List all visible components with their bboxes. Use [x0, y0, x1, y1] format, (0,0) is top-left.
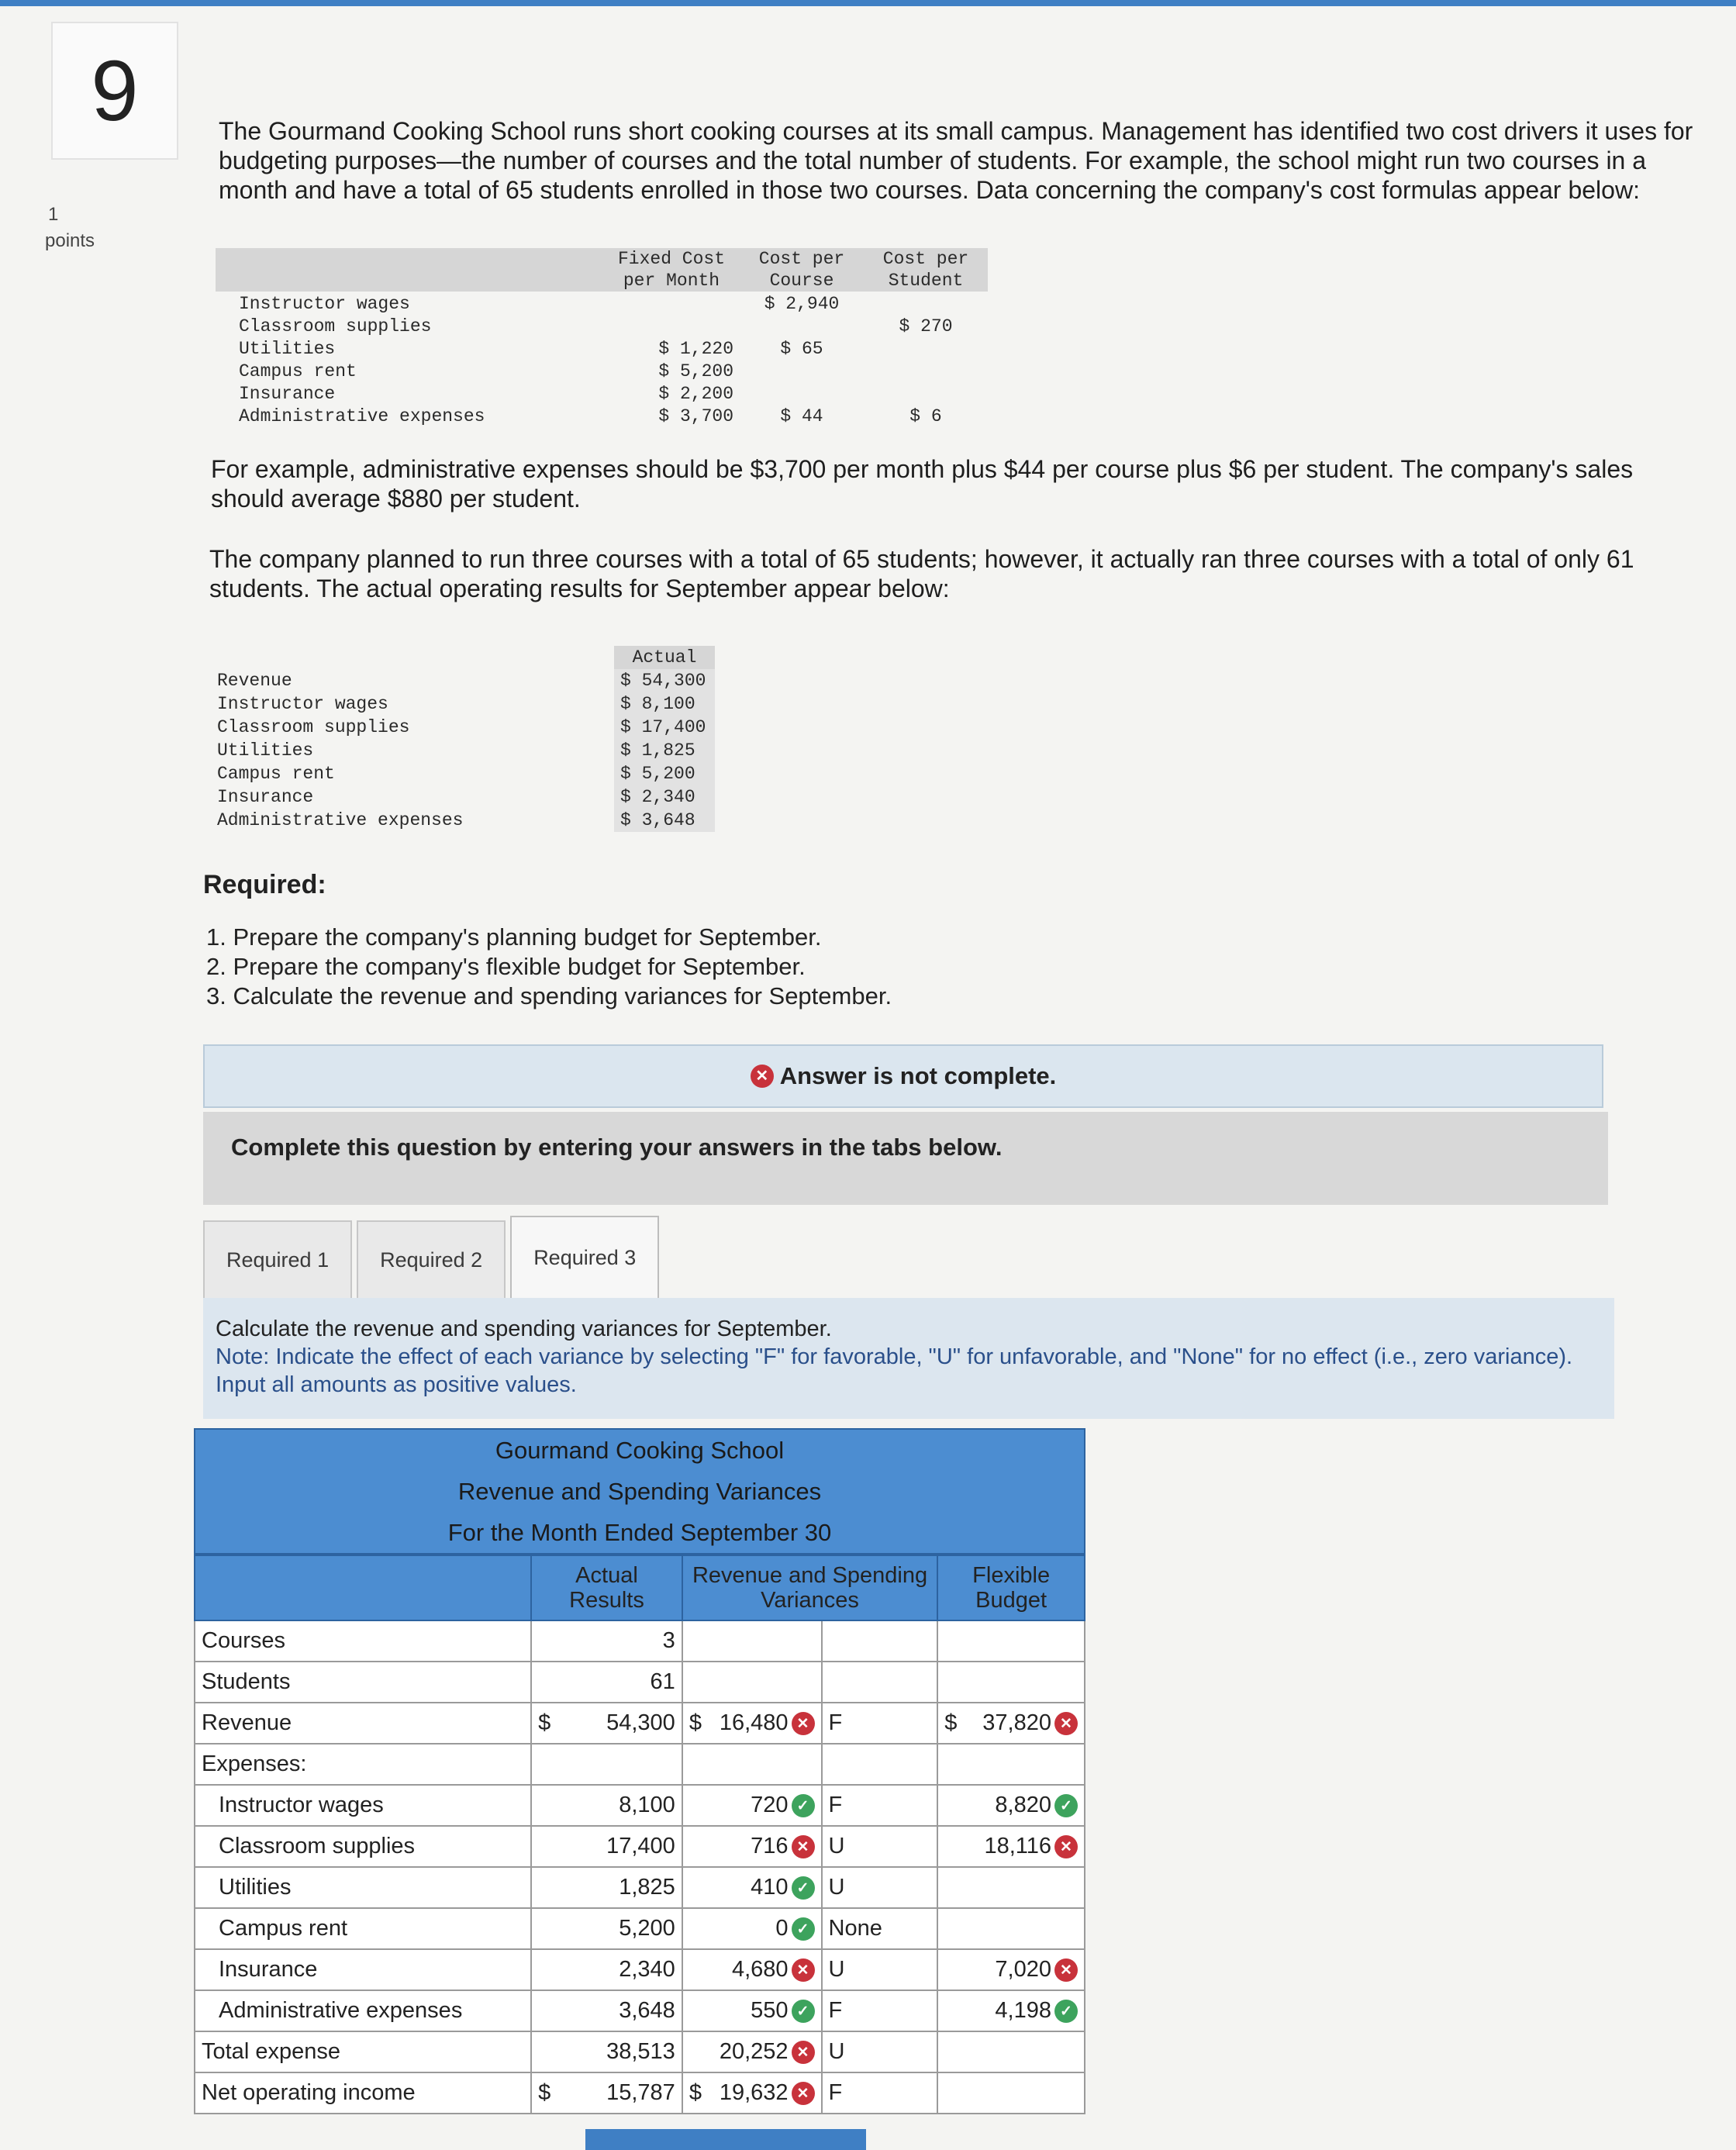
- actual-input[interactable]: 2,340: [531, 1949, 682, 1990]
- incorrect-icon: ✕: [792, 1712, 815, 1735]
- flexible-input[interactable]: [937, 2072, 1085, 2114]
- cost-row: Insurance $ 2,200: [239, 384, 733, 404]
- correct-icon: ✓: [792, 1794, 815, 1817]
- table-row: Revenue $ 54,300 $ 16,480 ✕ F $ 37,820 ✕: [195, 1703, 1085, 1744]
- cost-row: Administrative expenses $ 3,700 $ 44 $ 6: [239, 406, 942, 426]
- table-row: Total expense 38,513 20,252 ✕ U: [195, 2031, 1085, 2072]
- actual-input[interactable]: 61: [531, 1662, 682, 1703]
- report-subtitle: Revenue and Spending Variances: [457, 1478, 822, 1505]
- variance-input[interactable]: [682, 1662, 822, 1703]
- table-row: Net operating income $ 15,787 $ 19,632 ✕ F: [195, 2072, 1085, 2114]
- flexible-input[interactable]: [937, 1867, 1085, 1908]
- correct-icon: ✓: [1054, 1794, 1078, 1817]
- error-icon: ✕: [751, 1065, 774, 1088]
- variance-report: [194, 1428, 1085, 2114]
- actual-input[interactable]: 3: [531, 1620, 682, 1662]
- flexible-input[interactable]: [937, 2031, 1085, 2072]
- incorrect-icon: ✕: [1054, 1958, 1078, 1982]
- effect-select[interactable]: U: [822, 2031, 938, 2072]
- col-header-variance: Revenue and Spending Variances: [682, 1555, 937, 1620]
- cost-row: Instructor wages $ 2,940: [239, 294, 840, 314]
- tab-required-1[interactable]: Required 1: [203, 1220, 352, 1298]
- instruction-note: Note: Indicate the effect of each variance by selecting "F" for favorable, "U" for unfavorable, and "None" for no effect (i.e., zero variance). Input all amounts as positive values.: [216, 1344, 1573, 1397]
- variance-input[interactable]: 0 ✓: [682, 1908, 822, 1949]
- correct-icon: ✓: [792, 1876, 815, 1900]
- actual-row: Insurance $ 2,340: [211, 785, 715, 809]
- required-item: 3. Calculate the revenue and spending variances for September.: [206, 982, 892, 1009]
- actual-row: Instructor wages $ 8,100: [211, 692, 715, 716]
- table-row: Students 61: [195, 1662, 1085, 1703]
- actual-row: Campus rent $ 5,200: [211, 762, 715, 785]
- tab-bar: [203, 1214, 664, 1298]
- incorrect-icon: ✕: [1054, 1835, 1078, 1858]
- flexible-input[interactable]: 4,198 ✓: [937, 1990, 1085, 2031]
- effect-select[interactable]: [822, 1620, 938, 1662]
- incorrect-icon: ✕: [1054, 1712, 1078, 1735]
- example-paragraph: For example, administrative expenses should be $3,700 per month plus $44 per course plus $6 per student. The company's sales should average $880 per student.: [211, 455, 1634, 512]
- instruction-line: Calculate the revenue and spending variances for September.: [216, 1317, 832, 1341]
- report-period: For the Month Ended September 30: [447, 1519, 832, 1546]
- effect-select[interactable]: F: [822, 1990, 938, 2031]
- points-label: points: [45, 230, 95, 251]
- incorrect-icon: ✕: [792, 1835, 815, 1858]
- actual-input[interactable]: 1,825: [531, 1867, 682, 1908]
- incorrect-icon: ✕: [792, 2041, 815, 2064]
- plan-paragraph: The company planned to run three courses with a total of 65 students; however, it actually ran three courses with a total of only 61 students. The actual operating results for September appear below:: [209, 545, 1634, 602]
- cost-row: Classroom supplies $ 270: [239, 316, 953, 336]
- actual-input[interactable]: $ 54,300: [531, 1703, 682, 1744]
- flexible-input[interactable]: $ 37,820 ✕: [937, 1703, 1085, 1744]
- required-list: [206, 923, 892, 1011]
- variance-input[interactable]: [682, 1620, 822, 1662]
- report-header: [194, 1428, 1085, 1555]
- actual-input[interactable]: 5,200: [531, 1908, 682, 1949]
- variance-input[interactable]: $ 16,480 ✕: [682, 1703, 822, 1744]
- effect-select[interactable]: F: [822, 2072, 938, 2114]
- correct-icon: ✓: [1054, 2000, 1078, 2023]
- variance-input[interactable]: 716 ✕: [682, 1826, 822, 1867]
- answer-status-banner: [203, 1044, 1603, 1108]
- variance-table: [194, 1555, 1085, 2114]
- table-row: Campus rent 5,200 0 ✓ None: [195, 1908, 1085, 1949]
- table-row: Utilities 1,825 410 ✓ U: [195, 1867, 1085, 1908]
- flexible-input[interactable]: 7,020 ✕: [937, 1949, 1085, 1990]
- flexible-input[interactable]: [937, 1908, 1085, 1949]
- effect-select[interactable]: None: [822, 1908, 938, 1949]
- table-row: Courses 3: [195, 1620, 1085, 1662]
- actual-input[interactable]: $ 15,787: [531, 2072, 682, 2114]
- table-row: Expenses:: [195, 1744, 1085, 1785]
- cost-header-student: Cost per Student: [864, 248, 988, 292]
- actual-input[interactable]: 3,648: [531, 1990, 682, 2031]
- effect-select[interactable]: U: [822, 1867, 938, 1908]
- tab-required-2[interactable]: Required 2: [357, 1220, 506, 1298]
- table-row: Classroom supplies 17,400 716 ✕ U 18,116 ✕: [195, 1826, 1085, 1867]
- effect-select[interactable]: F: [822, 1703, 938, 1744]
- tab-instructions: [203, 1298, 1614, 1419]
- cost-row: Campus rent $ 5,200: [239, 361, 733, 381]
- variance-input[interactable]: 410 ✓: [682, 1867, 822, 1908]
- effect-select[interactable]: F: [822, 1785, 938, 1826]
- points-value: 1: [48, 204, 59, 225]
- flexible-input[interactable]: 8,820 ✓: [937, 1785, 1085, 1826]
- incorrect-icon: ✕: [792, 2082, 815, 2105]
- correct-icon: ✓: [792, 1917, 815, 1941]
- points-info: [45, 202, 95, 254]
- effect-select[interactable]: [822, 1662, 938, 1703]
- actual-row: Revenue $ 54,300: [211, 669, 715, 692]
- col-header-actual: Actual Results: [531, 1555, 682, 1620]
- effect-select[interactable]: U: [822, 1949, 938, 1990]
- actual-results-table: [211, 646, 715, 832]
- flexible-input[interactable]: [937, 1620, 1085, 1662]
- actual-header: Actual: [614, 646, 715, 669]
- variance-input[interactable]: 550 ✓: [682, 1990, 822, 2031]
- top-accent-bar: [0, 0, 1736, 6]
- variance-input[interactable]: 20,252 ✕: [682, 2031, 822, 2072]
- required-item: 2. Prepare the company's flexible budget for September.: [206, 953, 806, 980]
- required-title: Required:: [203, 870, 326, 899]
- complete-instructions: Complete this question by entering your answers in the tabs below.: [203, 1112, 1608, 1205]
- effect-select[interactable]: U: [822, 1826, 938, 1867]
- actual-input[interactable]: 8,100: [531, 1785, 682, 1826]
- correct-icon: ✓: [792, 2000, 815, 2023]
- variance-input[interactable]: $ 19,632 ✕: [682, 2072, 822, 2114]
- report-title: Gourmand Cooking School: [495, 1437, 785, 1464]
- table-row: Administrative expenses 3,648 550 ✓ F 4,198 ✓: [195, 1990, 1085, 2031]
- table-row: Insurance 2,340 4,680 ✕ U 7,020 ✕: [195, 1949, 1085, 1990]
- flexible-input[interactable]: 18,116 ✕: [937, 1826, 1085, 1867]
- actual-row: Classroom supplies $ 17,400: [211, 716, 715, 739]
- variance-input[interactable]: 4,680 ✕: [682, 1949, 822, 1990]
- actual-row: Administrative expenses $ 3,648: [211, 809, 715, 832]
- intro-paragraph: The Gourmand Cooking School runs short cooking courses at its small campus. Management has identified two cost drivers it uses for budgeting purposes—the number of courses and the total number of students. For example, the school might run two courses in a month and have a total of 65 students enrolled in those two courses. Data concerning the company's cost formulas appear below:: [219, 117, 1693, 204]
- answer-status-text: Answer is not complete.: [779, 1062, 1057, 1089]
- cost-header-fixed: Fixed Cost per Month: [603, 248, 740, 292]
- prev-tab-button[interactable]: [585, 2129, 866, 2150]
- actual-row: Utilities $ 1,825: [211, 739, 715, 762]
- cost-formula-table: [216, 248, 988, 426]
- table-row: Instructor wages 8,100 720 ✓ F 8,820 ✓: [195, 1785, 1085, 1826]
- cost-header-course: Cost per Course: [740, 248, 864, 292]
- variance-input[interactable]: 720 ✓: [682, 1785, 822, 1826]
- col-header-flexible: Flexible Budget: [937, 1555, 1085, 1620]
- actual-input[interactable]: 17,400: [531, 1826, 682, 1867]
- flexible-input[interactable]: [937, 1662, 1085, 1703]
- required-item: 1. Prepare the company's planning budget for September.: [206, 923, 822, 951]
- question-number: 9: [51, 22, 178, 160]
- incorrect-icon: ✕: [792, 1958, 815, 1982]
- actual-input[interactable]: 38,513: [531, 2031, 682, 2072]
- tab-required-3[interactable]: Required 3: [510, 1216, 659, 1298]
- cost-row: Utilities $ 1,220 $ 65: [239, 339, 823, 359]
